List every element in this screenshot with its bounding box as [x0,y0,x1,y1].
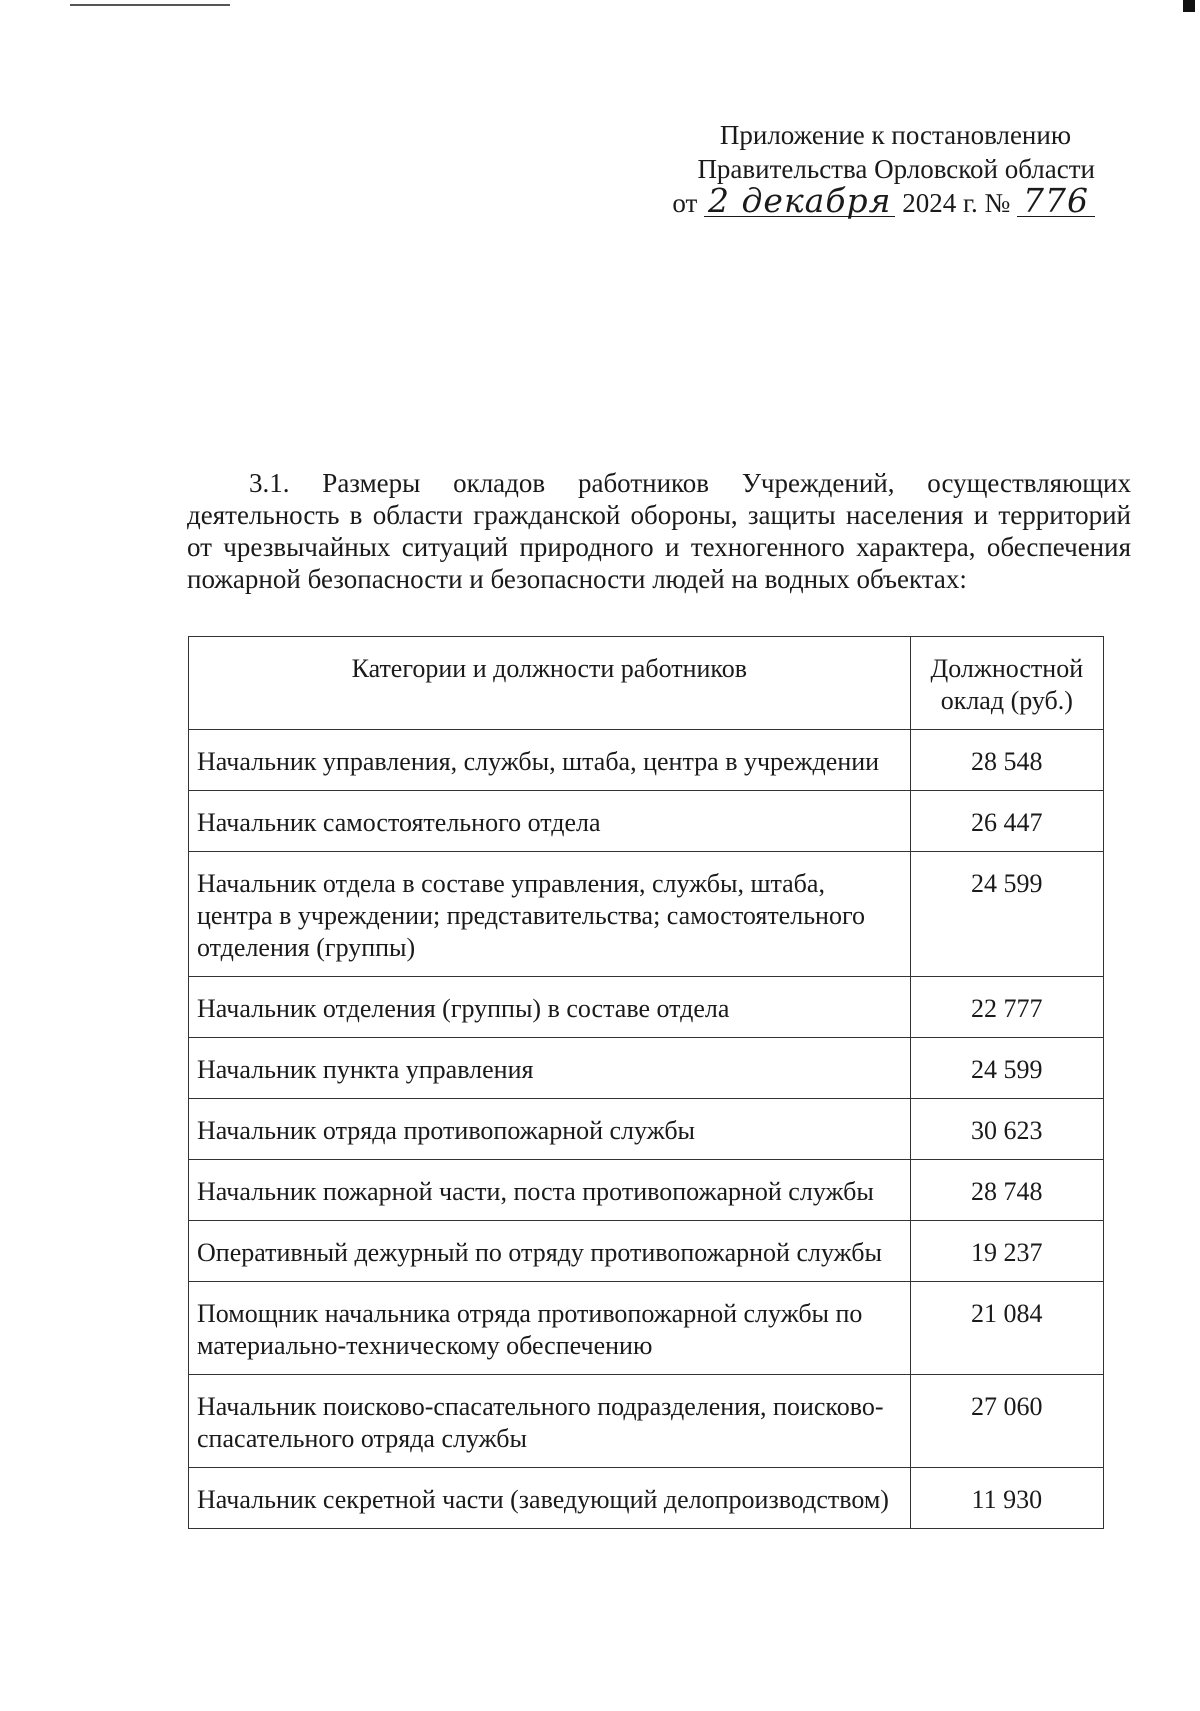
table-row [189,1221,1104,1282]
salary-cell: 28 548 [910,730,1103,791]
salary-cell: 26 447 [910,791,1103,852]
position-cell: Начальник поисково-спасательного подразделения, поисково-спасательного отряда службы [189,1375,911,1468]
table-row [189,1038,1104,1099]
handwritten-number: 776 [1017,186,1095,217]
table-row [189,977,1104,1038]
scan-artifact-line [70,4,230,6]
salary-cell: 11 930 [910,1468,1103,1529]
table-row [189,791,1104,852]
position-cell: Начальник управления, службы, штаба, центра в учреждении [189,730,911,791]
date-prefix: от [672,188,698,218]
table-header-row [189,637,1104,730]
scan-artifact-mark [1183,0,1195,12]
handwritten-date: 2 декабря [704,186,895,217]
salary-cell: 28 748 [910,1160,1103,1221]
position-cell: Оперативный дежурный по отряду противопожарной службы [189,1221,911,1282]
salary-cell: 30 623 [910,1099,1103,1160]
position-cell: Начальник отдела в составе управления, службы, штаба, центра в учреждении; представительства; самостоятельного отделения (группы) [189,852,911,977]
table-row [189,1282,1104,1375]
appendix-line-1: Приложение к постановлению [719,120,1071,150]
column-header-position: Категории и должности работников [189,637,911,730]
position-cell: Начальник отделения (группы) в составе отдела [189,977,911,1038]
appendix-line-2: Правительства Орловской области [697,154,1095,184]
salary-table-body [189,730,1104,1529]
position-cell: Начальник пункта управления [189,1038,911,1099]
table-row [189,730,1104,791]
salary-cell: 24 599 [910,1038,1103,1099]
column-header-salary-line1: Должностной [930,654,1084,683]
salary-cell: 22 777 [910,977,1103,1038]
position-cell: Начальник отряда противопожарной службы [189,1099,911,1160]
intro-text: 3.1. Размеры окладов работников Учреждений, осуществляющих деятельность в области гражданской обороны, защиты населения и территорий от чрезвычайных ситуаций природного и техногенного характера, обеспечения пожарной безопасности и безопасности людей на водных объектах: [187,468,1131,594]
salary-cell: 27 060 [910,1375,1103,1468]
appendix-date-line [672,181,1095,220]
salary-cell: 19 237 [910,1221,1103,1282]
position-cell: Начальник пожарной части, поста противопожарной службы [189,1160,911,1221]
table-row [189,1375,1104,1468]
column-header-salary [910,637,1103,730]
intro-paragraph [187,467,1131,595]
table-row [189,1099,1104,1160]
table-row [189,852,1104,977]
table-row [189,1468,1104,1529]
position-cell: Начальник самостоятельного отдела [189,791,911,852]
salary-cell: 21 084 [910,1282,1103,1375]
salary-table [188,636,1104,1529]
appendix-header [672,118,1095,220]
date-year-number-label: 2024 г. № [902,188,1011,218]
table-row [189,1160,1104,1221]
position-cell: Начальник секретной части (заведующий делопроизводством) [189,1468,911,1529]
column-header-salary-line2: оклад (руб.) [940,686,1073,715]
position-cell: Помощник начальника отряда противопожарной службы по материально-техническому обеспечению [189,1282,911,1375]
salary-cell: 24 599 [910,852,1103,977]
